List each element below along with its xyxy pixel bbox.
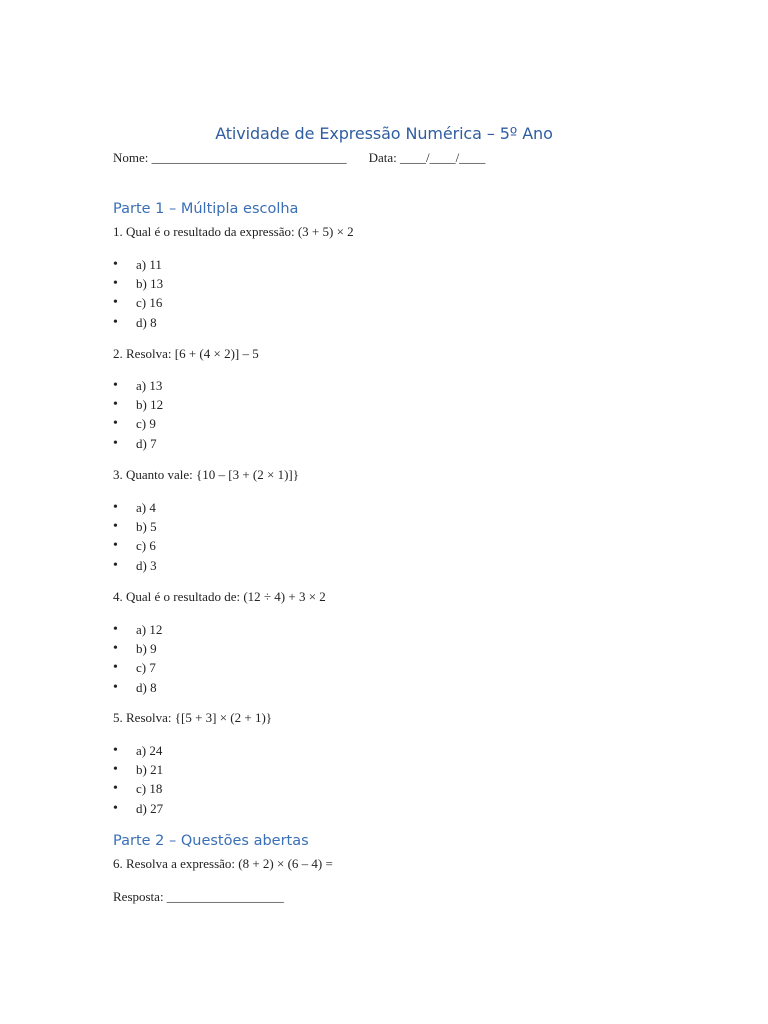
question-2-options (113, 376, 163, 453)
document-title: Atividade de Expressão Numérica – 5º Ano (215, 124, 553, 143)
name-field: Nome: ______________________________ (113, 150, 347, 165)
bullet-icon: • (113, 660, 118, 676)
option-item: • d) 3 (113, 556, 157, 575)
option-item: • c) 18 (113, 779, 163, 798)
option-item: • a) 11 (113, 255, 163, 274)
bullet-icon: • (113, 416, 118, 432)
option-item: • c) 16 (113, 293, 163, 312)
question-5-options (113, 741, 163, 818)
bullet-icon: • (113, 538, 118, 554)
option-item: • a) 12 (113, 620, 162, 639)
bullet-icon: • (113, 743, 118, 758)
question-1: 1. Qual é o resultado da expressão: (3 + 5) × 2 (113, 224, 354, 239)
option-item: • b) 12 (113, 395, 163, 414)
question-2: 2. Resolva: [6 + (4 × 2)] – 5 (113, 346, 259, 361)
answer-field: Resposta: __________________ (113, 889, 284, 904)
bullet-icon: • (113, 257, 118, 272)
bullet-icon: • (113, 519, 118, 535)
bullet-icon: • (113, 378, 118, 393)
bullet-icon: • (113, 781, 118, 797)
bullet-icon: • (113, 276, 118, 292)
bullet-icon: • (113, 679, 118, 695)
option-item: • c) 9 (113, 414, 163, 433)
part2-heading: Parte 2 – Questões abertas (113, 833, 309, 849)
bullet-icon: • (113, 295, 118, 311)
bullet-icon: • (113, 314, 118, 330)
date-field: Data: ____/____/____ (368, 150, 486, 165)
question-3: 3. Quanto vale: {10 – [3 + (2 × 1)]} (113, 467, 299, 482)
option-item: • d) 7 (113, 434, 163, 453)
bullet-icon: • (113, 500, 118, 515)
question-4-options (113, 620, 162, 697)
question-6: 6. Resolva a expressão: (8 + 2) × (6 – 4) = (113, 856, 333, 871)
question-4: 4. Qual é o resultado de: (12 ÷ 4) + 3 × 2 (113, 589, 326, 604)
student-info-line (113, 150, 485, 166)
bullet-icon: • (113, 800, 118, 816)
bullet-icon: • (113, 762, 118, 778)
option-item: • a) 24 (113, 741, 163, 760)
question-1-options (113, 255, 163, 332)
bullet-icon: • (113, 397, 118, 413)
question-3-options (113, 498, 157, 575)
option-item: • c) 6 (113, 536, 157, 555)
option-item: • b) 21 (113, 760, 163, 779)
option-item: • d) 8 (113, 313, 163, 332)
option-item: • a) 4 (113, 498, 157, 517)
bullet-icon: • (113, 557, 118, 573)
option-item: • b) 9 (113, 639, 162, 658)
bullet-icon: • (113, 435, 118, 451)
option-item: • d) 27 (113, 799, 163, 818)
option-item: • b) 13 (113, 274, 163, 293)
bullet-icon: • (113, 641, 118, 657)
bullet-icon: • (113, 622, 118, 637)
option-item: • c) 7 (113, 658, 162, 677)
option-item: • a) 13 (113, 376, 163, 395)
part1-heading: Parte 1 – Múltipla escolha (113, 201, 299, 217)
option-item: • b) 5 (113, 517, 157, 536)
option-item: • d) 8 (113, 678, 162, 697)
question-5: 5. Resolva: {[5 + 3] × (2 + 1)} (113, 710, 273, 725)
